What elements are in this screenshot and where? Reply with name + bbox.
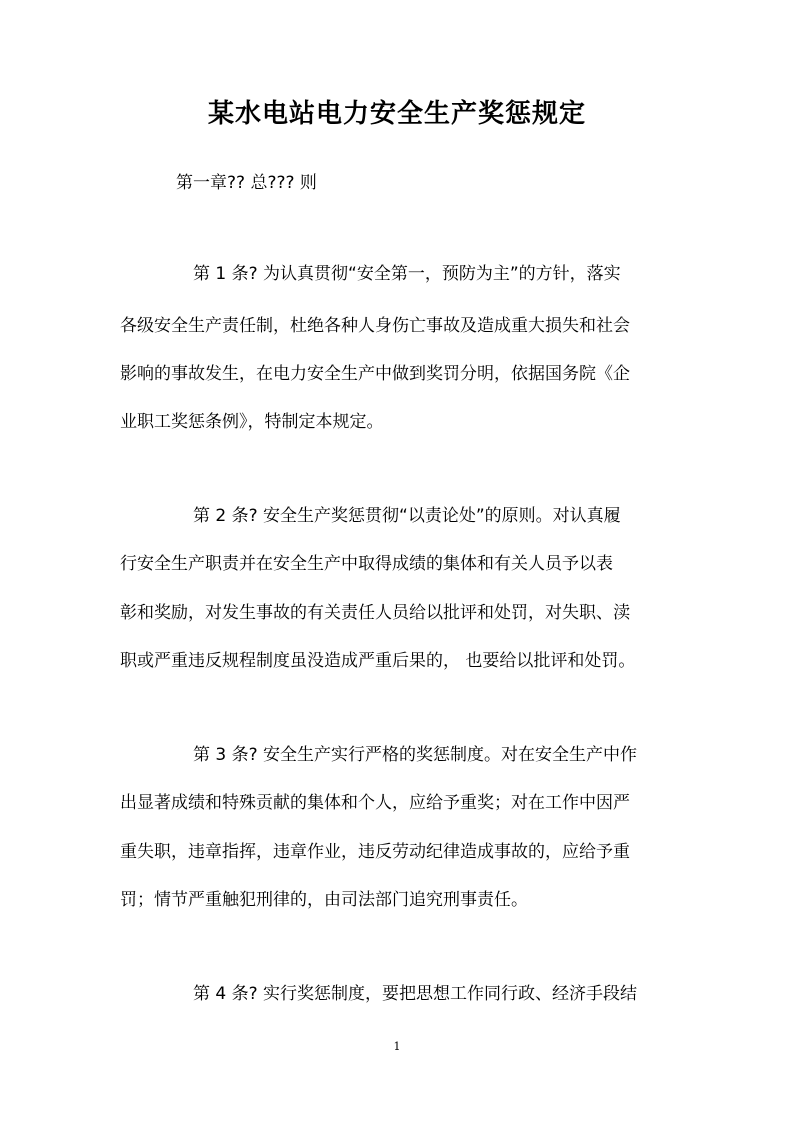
- article-3-line-2: 出显著成绩和特殊贡献的集体和个人，应给予重奖；对在工作中因严: [120, 793, 630, 813]
- article-2-line-1: 第 2 条? 安全生产奖惩贯彻“以责论处”的原则。对认真履: [193, 506, 621, 526]
- article-2-line-3: 彰和奖励，对发生事故的有关责任人员给以批评和处罚，对失职、渎: [120, 603, 630, 623]
- article-1-line-3: 影响的事故发生，在电力安全生产中做到奖罚分明，依据国务院《企: [120, 364, 630, 384]
- article-3-line-4: 罚；情节严重触犯刑律的，由司法部门追究刑事责任。: [120, 890, 528, 910]
- chapter-heading: 第一章?? 总??? 则: [176, 173, 317, 193]
- article-1-line-2: 各级安全生产责任制，杜绝各种人身伤亡事故及造成重大损失和社会: [120, 316, 630, 336]
- article-4-line-1: 第 4 条? 实行奖惩制度，要把思想工作同行政、经济手段结: [193, 984, 638, 1004]
- article-1-line-4: 业职工奖惩条例》，特制定本规定。: [120, 412, 384, 432]
- article-2-line-2: 行安全生产职责并在安全生产中取得成绩的集体和有关人员予以表: [120, 554, 613, 574]
- article-3-line-3: 重失职，违章指挥，违章作业，违反劳动纪律造成事故的，应给予重: [120, 842, 630, 862]
- document-title: 某水电站电力安全生产奖惩规定: [207, 99, 586, 129]
- article-3-line-1: 第 3 条? 安全生产实行严格的奖惩制度。对在安全生产中作: [193, 745, 638, 765]
- article-2-line-4: 职或严重违反规程制度虽没造成严重后果的， 也要给以批评和处罚。: [120, 651, 636, 671]
- page-number: 1: [393, 1040, 401, 1053]
- article-1-line-1: 第 1 条? 为认真贯彻“安全第一，预防为主”的方针，落实: [193, 264, 621, 284]
